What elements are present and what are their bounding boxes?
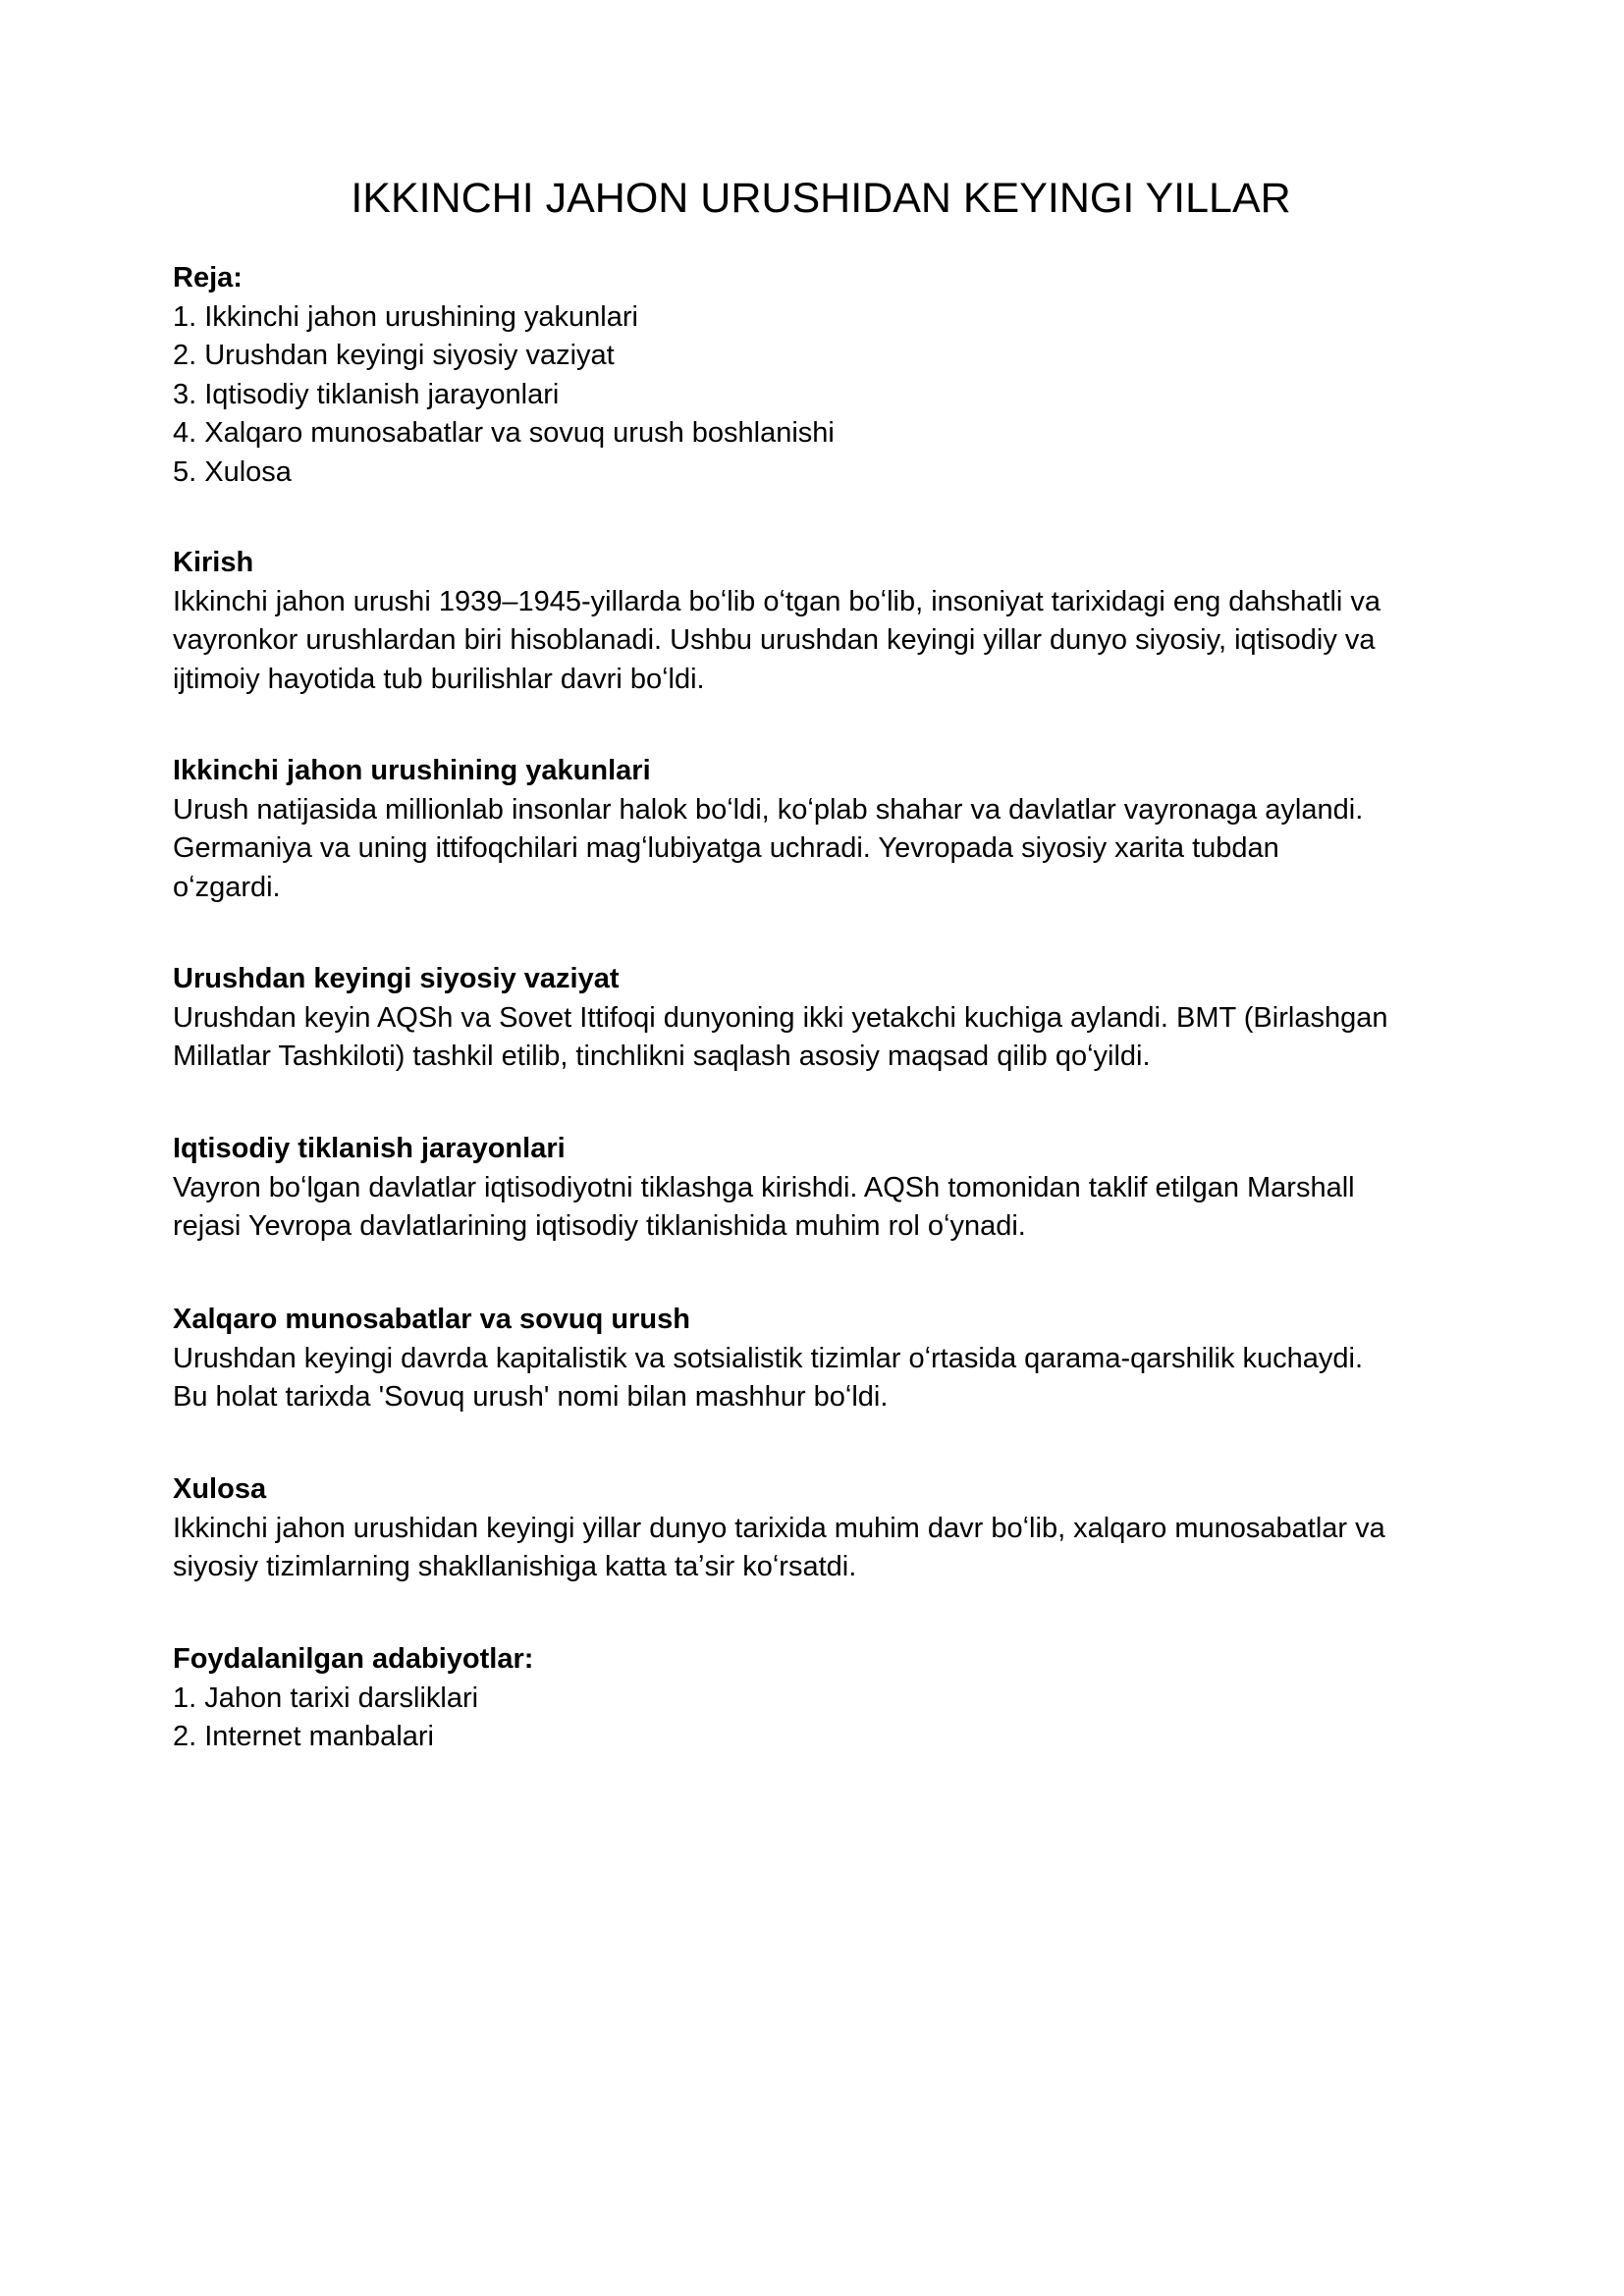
paragraph-line: Germaniya va uning ittifoqchilari magʻlubiyatga uchradi. Yevropada siyosiy xarita tubdan — [173, 832, 1279, 864]
paragraph-line: Millatlar Tashkiloti) tashkil etilib, tinchlikni saqlash asosiy maqsad qilib qoʻyildi. — [173, 1041, 1151, 1072]
plan-item: 2. Urushdan keyingi siyosiy vaziyat — [173, 340, 615, 371]
plan-item: 5. Xulosa — [173, 455, 292, 488]
paragraph-line: Vayron boʻlgan davlatlar iqtisodiyotni tiklashga kirishdi. AQSh tomonidan taklif etilgan Marshall — [173, 1171, 1355, 1203]
paragraph-line: vayronkor urushlardan biri hisoblanadi. Ushbu urushdan keyingi yillar dunyo siyosiy, iqtisodiy va — [173, 624, 1376, 656]
section-results — [173, 752, 1469, 907]
section-heading: Kirish — [173, 547, 254, 578]
section-conclusion — [173, 1470, 1469, 1587]
plan-heading: Reja: — [173, 262, 243, 294]
section-heading: Ikkinchi jahon urushining yakunlari — [173, 755, 651, 786]
references-heading: Foydalanilgan adabiyotlar: — [173, 1643, 534, 1675]
paragraph-line: Urush natijasida millionlab insonlar halok boʻldi, koʻplab shahar va davlatlar vayronaga aylandi. — [173, 793, 1364, 826]
plan-section — [173, 259, 1469, 492]
section-heading: Xalqaro munosabatlar va sovuq urush — [173, 1304, 690, 1335]
paragraph-line: Ikkinchi jahon urushidan keyingi yillar dunyo tarixida muhim davr boʻlib, xalqaro munosabatlar va — [173, 1512, 1385, 1544]
section-heading: Urushdan keyingi siyosiy vaziyat — [173, 963, 620, 994]
section-political-situation — [173, 960, 1469, 1077]
section-introduction — [173, 544, 1469, 699]
paragraph-line: ijtimoiy hayotida tub burilishlar davri boʻldi. — [173, 663, 705, 695]
document-title: IKKINCHI JAHON URUSHIDAN KEYINGI YILLAR — [351, 175, 1291, 222]
section-heading: Iqtisodiy tiklanish jarayonlari — [173, 1133, 566, 1164]
paragraph-line: Ikkinchi jahon urushi 1939–1945-yillarda boʻlib oʻtgan boʻlib, insoniyat tarixidagi eng dahshatli va — [173, 585, 1381, 617]
references-section — [173, 1640, 1469, 1757]
reference-item: 2. Internet manbalari — [173, 1721, 434, 1752]
paragraph-line: Urushdan keyin AQSh va Sovet Ittifoqi dunyoning ikki yetakchi kuchiga aylandi. BMT (Birlashgan — [173, 1001, 1388, 1034]
reference-item: 1. Jahon tarixi darsliklari — [173, 1682, 479, 1714]
plan-item: 3. Iqtisodiy tiklanish jarayonlari — [173, 378, 560, 410]
paragraph-line: siyosiy tizimlarning shakllanishiga katta taʼsir koʻrsatdi. — [173, 1551, 857, 1582]
paragraph-line: rejasi Yevropa davlatlarining iqtisodiy tiklanishida muhim rol oʻynadi. — [173, 1210, 1026, 1242]
section-international-relations — [173, 1301, 1469, 1417]
paragraph-line: oʻzgardi. — [173, 871, 281, 903]
paragraph-line: Urushdan keyingi davrda kapitalistik va sotsialistik tizimlar oʻrtasida qarama-qarshilik kuchaydi. — [173, 1342, 1364, 1374]
plan-item: 4. Xalqaro munosabatlar va sovuq urush boshlanishi — [173, 417, 835, 449]
plan-item: 1. Ikkinchi jahon urushining yakunlari — [173, 300, 638, 333]
paragraph-line: Bu holat tarixda 'Sovuq urush' nomi bilan mashhur boʻldi. — [173, 1381, 889, 1413]
section-economic-recovery — [173, 1130, 1469, 1247]
section-heading: Xulosa — [173, 1473, 267, 1505]
